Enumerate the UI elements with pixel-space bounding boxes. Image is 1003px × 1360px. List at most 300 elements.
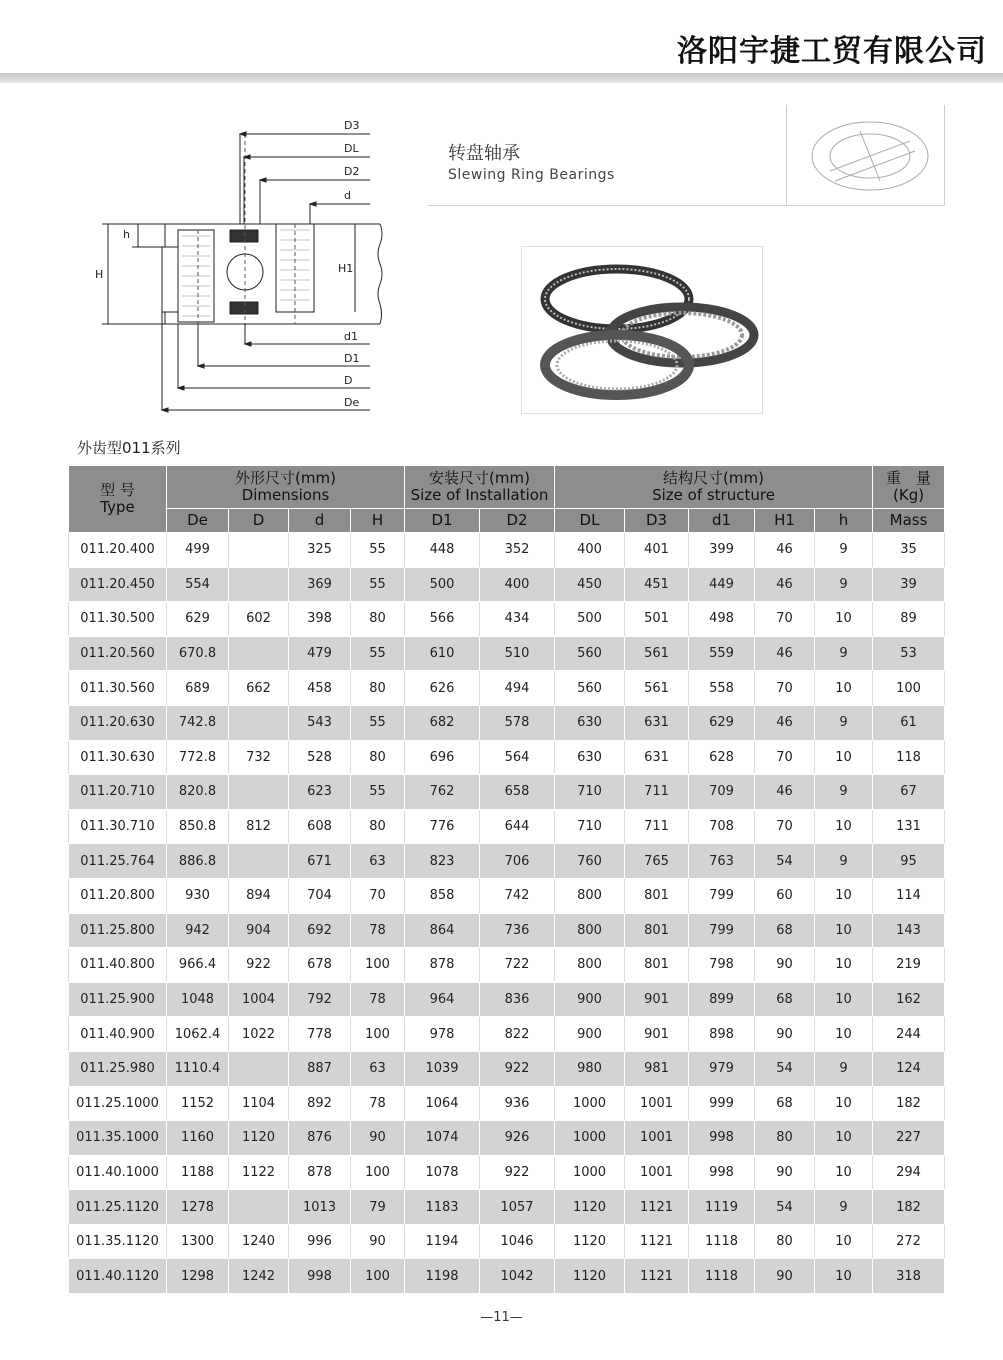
label-h: h bbox=[123, 228, 130, 241]
table-row bbox=[69, 982, 945, 1017]
table-cell: 671 bbox=[289, 844, 351, 879]
table-cell: 100 bbox=[351, 948, 405, 983]
table-cell: 608 bbox=[289, 809, 351, 844]
table-cell: 980 bbox=[555, 1051, 625, 1086]
table-cell: 1039 bbox=[405, 1051, 480, 1086]
table-cell: 9 bbox=[815, 844, 873, 879]
cell-type: 011.40.800 bbox=[69, 948, 167, 983]
table-cell: 901 bbox=[625, 982, 689, 1017]
column-header: D1 bbox=[405, 509, 480, 533]
table-cell: 95 bbox=[873, 844, 945, 879]
table-cell: 926 bbox=[480, 1121, 555, 1156]
table-cell: 10 bbox=[815, 948, 873, 983]
table-cell: 864 bbox=[405, 913, 480, 948]
company-name: 洛阳宇捷工贸有限公司 bbox=[677, 34, 987, 69]
table-cell: 543 bbox=[289, 705, 351, 740]
table-cell: 876 bbox=[289, 1121, 351, 1156]
cell-type: 011.30.630 bbox=[69, 740, 167, 775]
label-H: H bbox=[95, 268, 104, 281]
table-cell: 899 bbox=[689, 982, 755, 1017]
table-cell: 1062.4 bbox=[167, 1017, 229, 1052]
table-cell: 46 bbox=[755, 636, 815, 671]
table-cell: 1152 bbox=[167, 1086, 229, 1121]
table-cell: 10 bbox=[815, 1086, 873, 1121]
table-cell: 162 bbox=[873, 982, 945, 1017]
table-cell: 560 bbox=[555, 671, 625, 706]
table-cell bbox=[229, 567, 289, 602]
column-header: De bbox=[167, 509, 229, 533]
table-cell: 89 bbox=[873, 602, 945, 637]
table-cell: 978 bbox=[405, 1017, 480, 1052]
table-cell: 498 bbox=[689, 602, 755, 637]
table-cell bbox=[229, 1190, 289, 1225]
table-cell: 100 bbox=[351, 1155, 405, 1190]
table-cell: 9 bbox=[815, 1190, 873, 1225]
table-cell: 662 bbox=[229, 671, 289, 706]
label-H1: H1 bbox=[338, 262, 354, 275]
table-cell: 886.8 bbox=[167, 844, 229, 879]
table-cell: 55 bbox=[351, 567, 405, 602]
table-cell: 763 bbox=[689, 844, 755, 879]
table-cell: 732 bbox=[229, 740, 289, 775]
cell-type: 011.40.1000 bbox=[69, 1155, 167, 1190]
header-type-zh: 型 号 bbox=[100, 481, 135, 499]
table-cell: 458 bbox=[289, 671, 351, 706]
table-row bbox=[69, 567, 945, 602]
column-header: d1 bbox=[689, 509, 755, 533]
table-cell: 1121 bbox=[625, 1259, 689, 1294]
cell-type: 011.40.1120 bbox=[69, 1259, 167, 1294]
cell-type: 011.30.560 bbox=[69, 671, 167, 706]
table-cell: 1242 bbox=[229, 1259, 289, 1294]
table-cell: 55 bbox=[351, 533, 405, 568]
table-cell: 90 bbox=[755, 1155, 815, 1190]
table-cell: 1048 bbox=[167, 982, 229, 1017]
table-cell: 630 bbox=[555, 740, 625, 775]
table-cell: 800 bbox=[555, 913, 625, 948]
table-cell: 996 bbox=[289, 1224, 351, 1259]
table-cell: 560 bbox=[555, 636, 625, 671]
cell-type: 011.25.800 bbox=[69, 913, 167, 948]
table-cell: 704 bbox=[289, 878, 351, 913]
table-cell: 53 bbox=[873, 636, 945, 671]
table-cell: 70 bbox=[755, 671, 815, 706]
table-cell: 369 bbox=[289, 567, 351, 602]
table-cell: 80 bbox=[351, 809, 405, 844]
table-cell bbox=[229, 844, 289, 879]
table-cell: 90 bbox=[755, 948, 815, 983]
table-body bbox=[69, 533, 945, 1294]
table-cell: 10 bbox=[815, 671, 873, 706]
column-header: DL bbox=[555, 509, 625, 533]
table-cell: 822 bbox=[480, 1017, 555, 1052]
table-cell: 10 bbox=[815, 809, 873, 844]
table-cell: 80 bbox=[351, 602, 405, 637]
table-cell: 1118 bbox=[689, 1259, 755, 1294]
table-cell: 981 bbox=[625, 1051, 689, 1086]
cell-type: 011.25.1000 bbox=[69, 1086, 167, 1121]
table-cell: 54 bbox=[755, 1051, 815, 1086]
table-cell: 1078 bbox=[405, 1155, 480, 1190]
table-cell: 501 bbox=[625, 602, 689, 637]
cell-type: 011.20.710 bbox=[69, 775, 167, 810]
table-cell: 823 bbox=[405, 844, 480, 879]
table-cell: 792 bbox=[289, 982, 351, 1017]
label-D3: D3 bbox=[344, 119, 360, 132]
table-cell: 272 bbox=[873, 1224, 945, 1259]
table-cell: 1120 bbox=[555, 1259, 625, 1294]
table-cell: 1240 bbox=[229, 1224, 289, 1259]
label-D1: D1 bbox=[344, 352, 360, 365]
table-cell: 54 bbox=[755, 844, 815, 879]
table-cell: 878 bbox=[405, 948, 480, 983]
table-cell: 1004 bbox=[229, 982, 289, 1017]
table-cell: 800 bbox=[555, 878, 625, 913]
table-cell: 696 bbox=[405, 740, 480, 775]
table-cell: 887 bbox=[289, 1051, 351, 1086]
table-cell: 46 bbox=[755, 705, 815, 740]
table-cell: 78 bbox=[351, 1086, 405, 1121]
table-cell: 80 bbox=[351, 671, 405, 706]
table-cell: 400 bbox=[480, 567, 555, 602]
table-cell: 878 bbox=[289, 1155, 351, 1190]
table-cell: 706 bbox=[480, 844, 555, 879]
cell-type: 011.25.764 bbox=[69, 844, 167, 879]
table-cell: 68 bbox=[755, 913, 815, 948]
table-cell: 692 bbox=[289, 913, 351, 948]
table-row bbox=[69, 705, 945, 740]
table-cell: 1122 bbox=[229, 1155, 289, 1190]
column-header: H1 bbox=[755, 509, 815, 533]
table-cell: 494 bbox=[480, 671, 555, 706]
table-cell: 61 bbox=[873, 705, 945, 740]
table-cell: 922 bbox=[229, 948, 289, 983]
table-cell: 554 bbox=[167, 567, 229, 602]
header-structure-zh: 结构尺寸(mm) bbox=[663, 469, 764, 487]
cell-type: 011.40.900 bbox=[69, 1017, 167, 1052]
table-cell bbox=[229, 1051, 289, 1086]
table-cell: 528 bbox=[289, 740, 351, 775]
header-bar bbox=[0, 73, 1003, 83]
table-row bbox=[69, 809, 945, 844]
table-cell: 1120 bbox=[229, 1121, 289, 1156]
column-header: H bbox=[351, 509, 405, 533]
table-cell: 78 bbox=[351, 913, 405, 948]
table-row bbox=[69, 1121, 945, 1156]
table-cell: 398 bbox=[289, 602, 351, 637]
table-cell: 294 bbox=[873, 1155, 945, 1190]
bearing-sketch-icon bbox=[800, 111, 940, 201]
table-cell: 892 bbox=[289, 1086, 351, 1121]
table-cell: 124 bbox=[873, 1051, 945, 1086]
table-cell: 942 bbox=[167, 913, 229, 948]
table-cell: 1194 bbox=[405, 1224, 480, 1259]
table-cell: 629 bbox=[689, 705, 755, 740]
product-title-en: Slewing Ring Bearings bbox=[448, 167, 615, 183]
table-cell: 678 bbox=[289, 948, 351, 983]
table-row bbox=[69, 913, 945, 948]
table-cell: 100 bbox=[351, 1017, 405, 1052]
table-cell: 400 bbox=[555, 533, 625, 568]
column-header: D3 bbox=[625, 509, 689, 533]
table-cell: 778 bbox=[289, 1017, 351, 1052]
table-cell: 114 bbox=[873, 878, 945, 913]
table-cell: 709 bbox=[689, 775, 755, 810]
table-cell: 39 bbox=[873, 567, 945, 602]
table-cell: 80 bbox=[755, 1121, 815, 1156]
table-cell: 1000 bbox=[555, 1155, 625, 1190]
page-number: —11— bbox=[480, 1310, 523, 1325]
table-row bbox=[69, 1155, 945, 1190]
table-cell: 998 bbox=[289, 1259, 351, 1294]
table-cell: 930 bbox=[167, 878, 229, 913]
table-cell: 510 bbox=[480, 636, 555, 671]
table-cell: 901 bbox=[625, 1017, 689, 1052]
cell-type: 011.20.800 bbox=[69, 878, 167, 913]
table-cell: 9 bbox=[815, 705, 873, 740]
header-structure-en: Size of structure bbox=[652, 486, 775, 504]
label-DL: DL bbox=[344, 142, 359, 155]
table-cell: 1104 bbox=[229, 1086, 289, 1121]
table-cell: 68 bbox=[755, 982, 815, 1017]
header-mass bbox=[873, 466, 945, 509]
cell-type: 011.20.400 bbox=[69, 533, 167, 568]
table-cell: 100 bbox=[873, 671, 945, 706]
cell-type: 011.25.900 bbox=[69, 982, 167, 1017]
table-cell: 566 bbox=[405, 602, 480, 637]
header-structure bbox=[555, 466, 873, 509]
table-cell: 118 bbox=[873, 740, 945, 775]
table-row bbox=[69, 775, 945, 810]
table-cell: 90 bbox=[755, 1259, 815, 1294]
table-row bbox=[69, 671, 945, 706]
table-cell: 1001 bbox=[625, 1086, 689, 1121]
table-cell: 1160 bbox=[167, 1121, 229, 1156]
table-cell: 626 bbox=[405, 671, 480, 706]
table-cell: 67 bbox=[873, 775, 945, 810]
table-cell: 742.8 bbox=[167, 705, 229, 740]
table-row bbox=[69, 844, 945, 879]
column-header: D2 bbox=[480, 509, 555, 533]
table-cell: 90 bbox=[755, 1017, 815, 1052]
table-cell: 10 bbox=[815, 982, 873, 1017]
table-cell: 35 bbox=[873, 533, 945, 568]
table-cell: 46 bbox=[755, 775, 815, 810]
table-cell: 742 bbox=[480, 878, 555, 913]
column-header: h bbox=[815, 509, 873, 533]
table-row bbox=[69, 1224, 945, 1259]
table-cell: 1298 bbox=[167, 1259, 229, 1294]
table-cell: 900 bbox=[555, 982, 625, 1017]
label-d: d bbox=[344, 189, 351, 202]
table-cell: 10 bbox=[815, 1121, 873, 1156]
table-cell: 629 bbox=[167, 602, 229, 637]
table-row bbox=[69, 1017, 945, 1052]
header-mass-en: Mass bbox=[873, 509, 945, 533]
table-cell: 10 bbox=[815, 1155, 873, 1190]
table-cell: 631 bbox=[625, 705, 689, 740]
table-cell: 131 bbox=[873, 809, 945, 844]
table-cell: 1121 bbox=[625, 1224, 689, 1259]
cell-type: 011.25.980 bbox=[69, 1051, 167, 1086]
table-cell: 628 bbox=[689, 740, 755, 775]
table-cell: 10 bbox=[815, 740, 873, 775]
table-cell: 711 bbox=[625, 809, 689, 844]
label-D2: D2 bbox=[344, 165, 360, 178]
table-cell: 801 bbox=[625, 913, 689, 948]
bearings-image bbox=[522, 247, 762, 413]
table-cell: 966.4 bbox=[167, 948, 229, 983]
table-cell: 1042 bbox=[480, 1259, 555, 1294]
table-cell: 898 bbox=[689, 1017, 755, 1052]
specification-table bbox=[68, 465, 945, 1294]
table-cell: 689 bbox=[167, 671, 229, 706]
table-cell: 10 bbox=[815, 913, 873, 948]
table-cell: 900 bbox=[555, 1017, 625, 1052]
table-cell: 1118 bbox=[689, 1224, 755, 1259]
table-cell: 500 bbox=[555, 602, 625, 637]
table-cell: 1000 bbox=[555, 1086, 625, 1121]
table-cell: 610 bbox=[405, 636, 480, 671]
table-cell: 1120 bbox=[555, 1190, 625, 1225]
table-row bbox=[69, 602, 945, 637]
table-cell: 434 bbox=[480, 602, 555, 637]
table-cell: 10 bbox=[815, 1017, 873, 1052]
table-cell: 1000 bbox=[555, 1121, 625, 1156]
table-row bbox=[69, 1086, 945, 1121]
table-cell: 1074 bbox=[405, 1121, 480, 1156]
header-dimensions-zh: 外形尺寸(mm) bbox=[235, 469, 336, 487]
table-cell: 143 bbox=[873, 913, 945, 948]
table-cell: 631 bbox=[625, 740, 689, 775]
product-title-zh: 转盘轴承 bbox=[448, 143, 520, 164]
table-cell: 1057 bbox=[480, 1190, 555, 1225]
table-row bbox=[69, 1190, 945, 1225]
table-cell: 70 bbox=[351, 878, 405, 913]
table-cell: 1183 bbox=[405, 1190, 480, 1225]
table-cell: 558 bbox=[689, 671, 755, 706]
table-cell: 765 bbox=[625, 844, 689, 879]
table-cell: 710 bbox=[555, 809, 625, 844]
table-cell: 451 bbox=[625, 567, 689, 602]
table-cell: 772.8 bbox=[167, 740, 229, 775]
cell-type: 011.35.1000 bbox=[69, 1121, 167, 1156]
table-cell: 79 bbox=[351, 1190, 405, 1225]
table-cell: 999 bbox=[689, 1086, 755, 1121]
table-cell: 244 bbox=[873, 1017, 945, 1052]
header-type-en: Type bbox=[100, 498, 135, 516]
table-cell: 63 bbox=[351, 1051, 405, 1086]
label-De: De bbox=[344, 396, 360, 409]
table-cell: 55 bbox=[351, 636, 405, 671]
table-cell: 227 bbox=[873, 1121, 945, 1156]
table-cell: 762 bbox=[405, 775, 480, 810]
table-cell: 55 bbox=[351, 775, 405, 810]
table-cell: 1001 bbox=[625, 1121, 689, 1156]
table-cell: 904 bbox=[229, 913, 289, 948]
table-cell: 602 bbox=[229, 602, 289, 637]
header-installation bbox=[405, 466, 555, 509]
label-d1: d1 bbox=[344, 330, 358, 343]
table-cell: 630 bbox=[555, 705, 625, 740]
table-row bbox=[69, 533, 945, 568]
table-cell: 682 bbox=[405, 705, 480, 740]
table-cell: 559 bbox=[689, 636, 755, 671]
cell-type: 011.30.500 bbox=[69, 602, 167, 637]
table-cell: 100 bbox=[351, 1259, 405, 1294]
table-cell: 850.8 bbox=[167, 809, 229, 844]
table-cell: 708 bbox=[689, 809, 755, 844]
table-cell: 964 bbox=[405, 982, 480, 1017]
header-type bbox=[69, 466, 167, 533]
table-cell: 80 bbox=[755, 1224, 815, 1259]
table-cell bbox=[229, 636, 289, 671]
table-cell: 564 bbox=[480, 740, 555, 775]
table-cell: 798 bbox=[689, 948, 755, 983]
table-cell: 70 bbox=[755, 740, 815, 775]
table-cell bbox=[229, 775, 289, 810]
table-cell: 1198 bbox=[405, 1259, 480, 1294]
table-cell: 820.8 bbox=[167, 775, 229, 810]
table-cell: 1188 bbox=[167, 1155, 229, 1190]
table-cell: 450 bbox=[555, 567, 625, 602]
table-cell: 63 bbox=[351, 844, 405, 879]
table-cell: 500 bbox=[405, 567, 480, 602]
table-cell: 658 bbox=[480, 775, 555, 810]
table-cell: 10 bbox=[815, 1224, 873, 1259]
cell-type: 011.35.1120 bbox=[69, 1224, 167, 1259]
table-cell: 54 bbox=[755, 1190, 815, 1225]
table-cell: 979 bbox=[689, 1051, 755, 1086]
table-cell: 836 bbox=[480, 982, 555, 1017]
table-cell: 401 bbox=[625, 533, 689, 568]
table-cell: 90 bbox=[351, 1224, 405, 1259]
table-cell: 812 bbox=[229, 809, 289, 844]
table-row bbox=[69, 878, 945, 913]
table-row bbox=[69, 1051, 945, 1086]
table-row bbox=[69, 740, 945, 775]
table-cell: 9 bbox=[815, 1051, 873, 1086]
product-title-box bbox=[428, 105, 945, 206]
table-row bbox=[69, 1259, 945, 1294]
header-dimensions bbox=[167, 466, 405, 509]
table-cell: 1046 bbox=[480, 1224, 555, 1259]
table-cell: 760 bbox=[555, 844, 625, 879]
table-cell: 998 bbox=[689, 1155, 755, 1190]
table-cell: 736 bbox=[480, 913, 555, 948]
header-installation-zh: 安装尺寸(mm) bbox=[429, 469, 530, 487]
table-cell: 219 bbox=[873, 948, 945, 983]
table-cell: 55 bbox=[351, 705, 405, 740]
table-cell: 1064 bbox=[405, 1086, 480, 1121]
table-cell: 1300 bbox=[167, 1224, 229, 1259]
table-cell: 623 bbox=[289, 775, 351, 810]
label-D: D bbox=[344, 374, 353, 387]
table-cell: 578 bbox=[480, 705, 555, 740]
header-installation-en: Size of Installation bbox=[410, 486, 549, 504]
table-cell: 1120 bbox=[555, 1224, 625, 1259]
table-cell: 1110.4 bbox=[167, 1051, 229, 1086]
column-header: D bbox=[229, 509, 289, 533]
table-cell: 60 bbox=[755, 878, 815, 913]
table-cell: 9 bbox=[815, 567, 873, 602]
table-cell: 78 bbox=[351, 982, 405, 1017]
table-cell: 399 bbox=[689, 533, 755, 568]
table-cell: 998 bbox=[689, 1121, 755, 1156]
table-cell: 922 bbox=[480, 1051, 555, 1086]
table-cell: 318 bbox=[873, 1259, 945, 1294]
table-row bbox=[69, 948, 945, 983]
